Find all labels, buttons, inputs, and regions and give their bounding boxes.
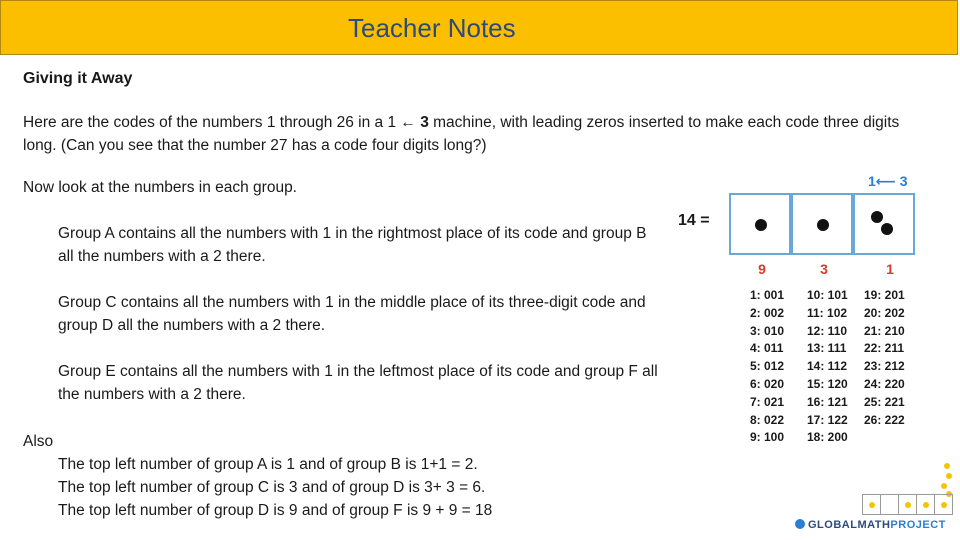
- group-cd-paragraph: Group C contains all the numbers with 1 in the middle place of its three-digit code and group D all the numbers with a 2 there.: [58, 294, 646, 334]
- page-title: Teacher Notes: [348, 13, 516, 43]
- box-value-right: 1: [886, 261, 894, 277]
- list-item: 5: 012: [750, 359, 785, 374]
- logo-grid: [862, 494, 958, 515]
- now-look-paragraph: Now look at the numbers in each group.: [23, 179, 297, 196]
- logo-cell: [862, 494, 881, 515]
- machine-rule: 1⟵ 3: [868, 173, 908, 189]
- machine-number-label: 14 =: [678, 212, 710, 229]
- codes-column-2: [807, 287, 848, 447]
- machine-box-middle: [791, 193, 853, 255]
- logo-word-project: PROJECT: [890, 519, 946, 531]
- list-item: 26: 222: [864, 412, 905, 427]
- intro-text-start: Here are the codes of the numbers 1 through 26 in a 1: [23, 114, 401, 131]
- list-item: 4: 011: [750, 341, 784, 356]
- list-item: 21: 210: [864, 323, 905, 338]
- list-item: 20: 202: [864, 305, 905, 320]
- list-item: 15: 120: [807, 376, 848, 391]
- list-item: 14: 112: [807, 359, 848, 374]
- logo-cell: [898, 494, 917, 515]
- list-item: 6: 020: [750, 376, 785, 391]
- list-item: 10: 101: [807, 288, 848, 302]
- list-item: 16: 121: [807, 394, 848, 409]
- codes-column-3: [864, 287, 905, 429]
- section-title: Giving it Away: [23, 70, 133, 87]
- machine-box-left: [729, 193, 791, 255]
- list-item: 7: 021: [750, 394, 785, 409]
- list-item: 17: 122: [807, 412, 848, 427]
- globe-icon: [795, 519, 805, 529]
- list-item: 18: 200: [807, 430, 848, 445]
- intro-arrow: ← 3: [400, 114, 429, 131]
- box-value-middle: 3: [820, 261, 828, 277]
- dot: [755, 219, 767, 231]
- machine-box-right: [853, 193, 915, 255]
- dot: [881, 223, 893, 235]
- list-item: 11: 102: [807, 305, 848, 320]
- codes-column-1: [750, 287, 784, 447]
- logo-wordmark: [808, 519, 946, 531]
- list-item: 13: 111: [807, 341, 847, 356]
- list-item: 2: 002: [750, 305, 785, 320]
- intro-paragraph: [23, 111, 923, 157]
- list-item: 23: 212: [864, 359, 905, 374]
- list-item: 22: 211: [864, 341, 905, 356]
- list-item: 24: 220: [864, 376, 905, 391]
- logo-word-math: MATH: [857, 519, 891, 531]
- list-item: 12: 110: [807, 323, 848, 338]
- logo-word-global: GLOBAL: [808, 519, 858, 531]
- group-ab-paragraph: Group A contains all the numbers with 1 in the rightmost place of its code and group B all the numbers with a 2 there.: [58, 225, 647, 265]
- box-value-left: 9: [758, 261, 766, 277]
- dot: [817, 219, 829, 231]
- logo-cell: [880, 494, 899, 515]
- list-item: 3: 010: [750, 323, 785, 338]
- logo-cell: [934, 494, 953, 515]
- dot: [871, 211, 883, 223]
- header-bar: [0, 0, 958, 55]
- list-item: 19: 201: [864, 288, 905, 302]
- also-line-2: The top left number of group C is 3 and of group D is 3+ 3 = 6.: [58, 479, 486, 496]
- list-item: 8: 022: [750, 412, 785, 427]
- also-heading: Also: [23, 433, 54, 450]
- intro-text-end: machine, with leading zeros inserted to make each code three digits long. (Can you see that the number 27 has a code four digits long?): [23, 114, 900, 154]
- list-item: 9: 100: [750, 430, 785, 445]
- logo-cell: [916, 494, 935, 515]
- list-item: 1: 001: [750, 288, 785, 302]
- also-line-1: The top left number of group A is 1 and of group B is 1+1 = 2.: [58, 456, 478, 473]
- list-item: 25: 221: [864, 394, 905, 409]
- also-line-3: The top left number of group D is 9 and of group F is 9 + 9 = 18: [58, 502, 493, 519]
- group-ef-paragraph: Group E contains all the numbers with 1 in the leftmost place of its code and group F all the numbers with a 2 there.: [58, 363, 658, 403]
